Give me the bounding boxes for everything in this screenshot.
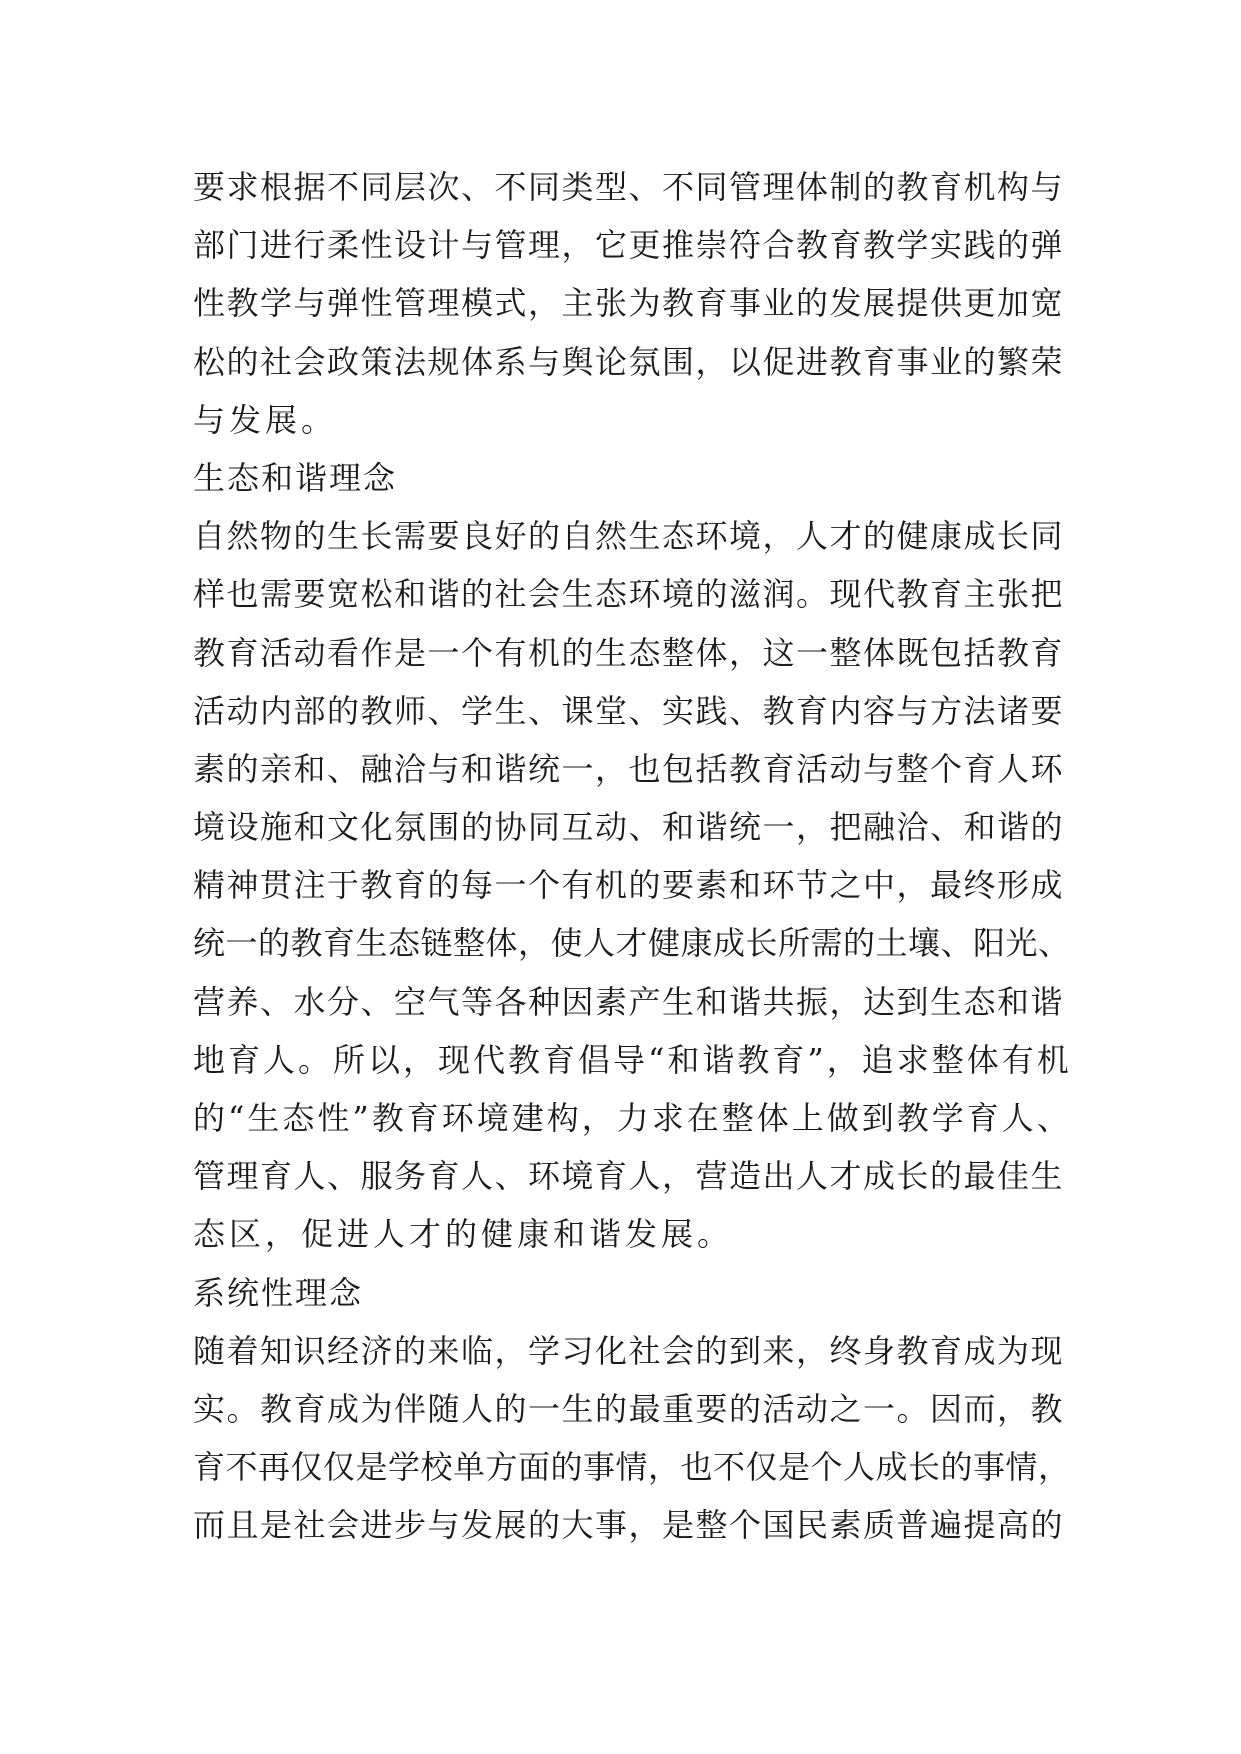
paragraph-line: 态区，促进人才的健康和谐发展。 <box>193 1215 734 1254</box>
section-heading: 生态和谐理念 <box>193 458 398 497</box>
paragraph-line: 与发展。 <box>193 400 338 439</box>
paragraph-line: 活动内部的教师、学生、课堂、实践、教育内容与方法诸要 <box>193 691 1065 730</box>
paragraph-line: 松的社会政策法规体系与舆论氛围，以促进教育事业的繁荣 <box>193 342 1065 381</box>
paragraph-line: 部门进行柔性设计与管理，它更推崇符合教育教学实践的弹 <box>193 226 1065 265</box>
document-body <box>193 158 1073 1555</box>
paragraph-line: 素的亲和、融洽与和谐统一，也包括教育活动与整个育人环 <box>193 749 1065 788</box>
paragraph-line: 的“生态性”教育环境建构，力求在整体上做到教学育人、 <box>193 1099 1072 1137</box>
paragraph-line: 性教学与弹性管理模式，主张为教育事业的发展提供更加宽 <box>193 284 1065 323</box>
paragraph-line: 教育活动看作是一个有机的生态整体，这一整体既包括教育 <box>193 633 1065 672</box>
paragraph-line: 自然物的生长需要良好的自然生态环境，人才的健康成长同 <box>193 517 1065 556</box>
paragraph-line: 育不再仅仅是学校单方面的事情，也不仅是个人成长的事情， <box>193 1448 1071 1487</box>
paragraph-line: 随着知识经济的来临，学习化社会的到来，终身教育成为现 <box>193 1331 1065 1370</box>
paragraph-line: 精神贯注于教育的每一个有机的要素和环节之中，最终形成 <box>193 866 1065 905</box>
paragraph-line: 营养、水分、空气等各种因素产生和谐共振，达到生态和谐 <box>193 982 1065 1021</box>
paragraph-line: 境设施和文化氛围的协同互动、和谐统一，把融洽、和谐的 <box>193 808 1065 847</box>
paragraph-line: 管理育人、服务育人、环境育人，营造出人才成长的最佳生 <box>193 1157 1065 1196</box>
paragraph-line: 实。教育成为伴随人的一生的最重要的活动之一。因而，教 <box>193 1389 1065 1428</box>
paragraph-line: 统一的教育生态链整体，使人才健康成长所需的土壤、阳光、 <box>193 924 1071 963</box>
paragraph-line: 地育人。所以，现代教育倡导“和谐教育”，追求整体有机 <box>193 1040 1072 1079</box>
paragraph-line: 而且是社会进步与发展的大事，是整个国民素质普遍提高的 <box>193 1506 1065 1545</box>
paragraph-line: 样也需要宽松和谐的社会生态环境的滋润。现代教育主张把 <box>193 575 1065 614</box>
paragraph-line: 要求根据不同层次、不同类型、不同管理体制的教育机构与 <box>193 168 1065 206</box>
section-heading: 系统性理念 <box>193 1273 364 1312</box>
